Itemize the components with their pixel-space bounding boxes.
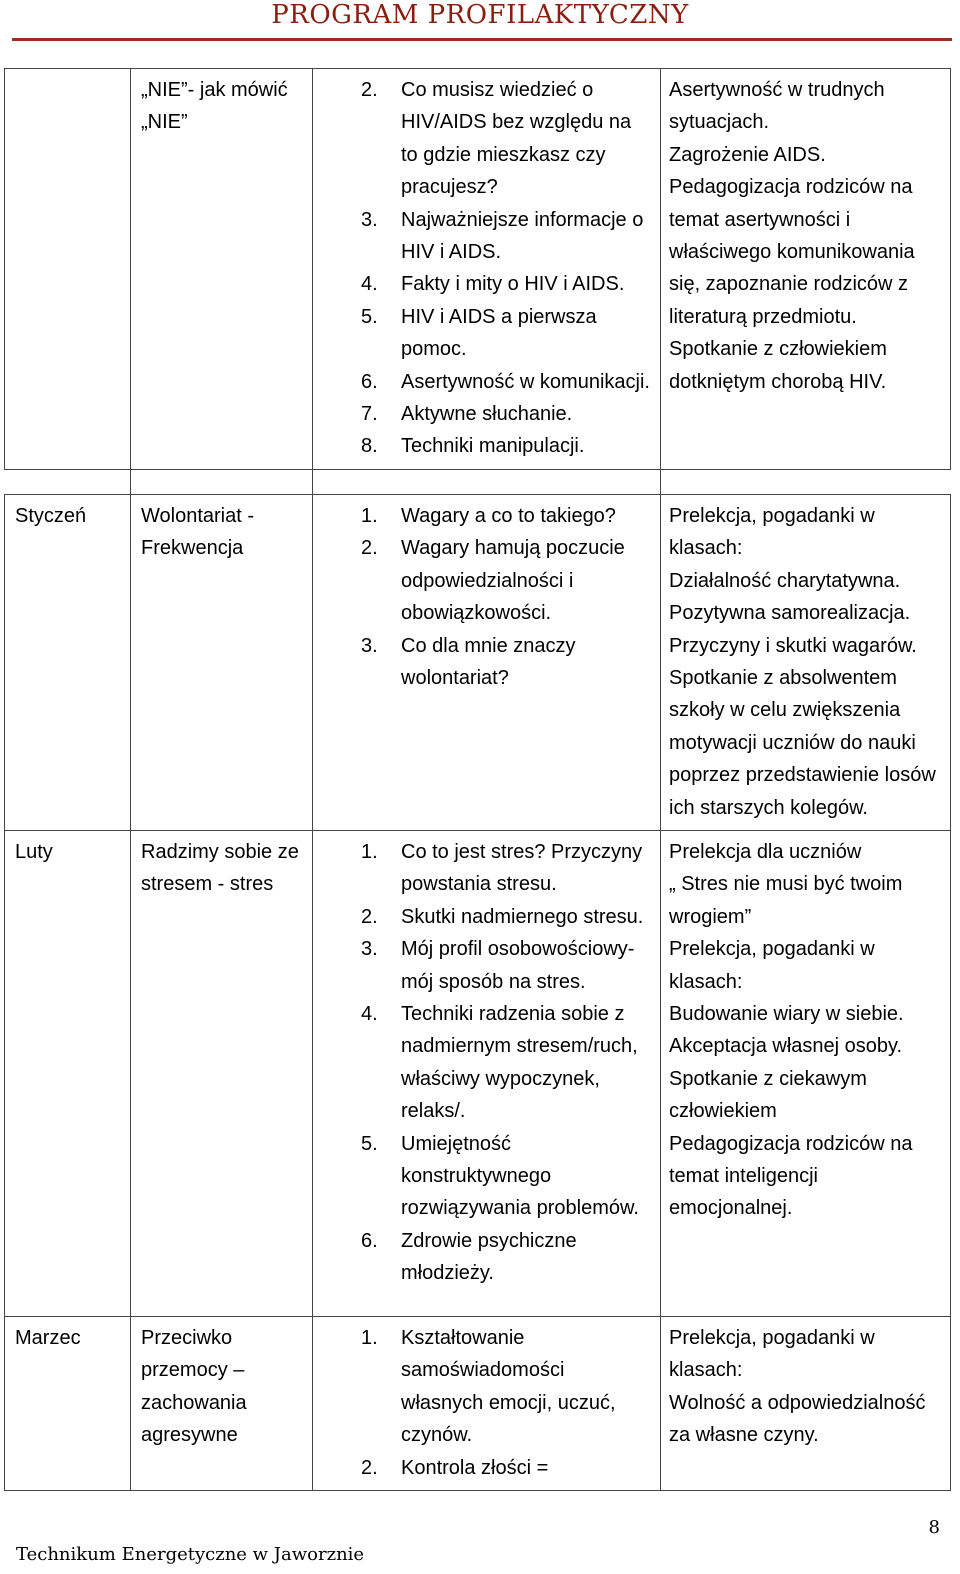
- item-text: Kontrola złości =: [401, 1456, 549, 1479]
- gap-cell: [131, 469, 313, 494]
- form-line: Spotkanie z absolwentem szkoły w celu zwiększenia motywacji uczniów do nauki poprzez przedstawienie losów ich starszych kolegów.: [669, 666, 936, 819]
- month-cell: [5, 69, 131, 470]
- item-number: 8.: [361, 435, 378, 458]
- item-text: Najważniejsze informacje o HIV i AIDS.: [401, 208, 644, 264]
- topic-label: „NIE”- jak mówić „NIE”: [141, 79, 288, 134]
- topic-cell: [131, 494, 313, 830]
- item-number: 3.: [361, 938, 378, 961]
- form-line: Prelekcja dla uczniów: [669, 840, 862, 863]
- item-text: Kształtowanie samoświadomości własnych emocji, uczuć, czynów.: [401, 1326, 616, 1447]
- form-line: Akceptacja własnej osoby.: [669, 1035, 903, 1058]
- item-number: 1.: [361, 504, 378, 527]
- list-item: [319, 430, 652, 462]
- list-item: [319, 268, 652, 300]
- item-number: 2.: [361, 1456, 378, 1479]
- form-line: Pozytywna samorealizacja.: [669, 602, 911, 625]
- content-list: [319, 1322, 652, 1484]
- month-cell: [5, 1316, 131, 1490]
- gap-cell: [313, 469, 661, 494]
- form-line: Wolność a odpowiedzialność za własne czyny.: [669, 1391, 926, 1447]
- topic-cell: [131, 69, 313, 470]
- list-item: [319, 74, 652, 204]
- form-line: Prelekcja, pogadanki w klasach:: [669, 1326, 875, 1382]
- list-item: [319, 1225, 652, 1290]
- gap-cell: [5, 469, 131, 494]
- gap-cell: [661, 469, 951, 494]
- form-line: Pedagogizacja rodziców na temat inteligencji emocjonalnej.: [669, 1132, 913, 1220]
- item-number: 6.: [361, 1229, 378, 1252]
- month-cell: [5, 494, 131, 830]
- table-row: [5, 494, 951, 830]
- item-text: Zdrowie psychiczne młodzieży.: [401, 1229, 577, 1285]
- list-item: [319, 1452, 652, 1484]
- item-text: Wagary a co to takiego?: [401, 504, 616, 527]
- form-line: Spotkanie z ciekawym człowiekiem: [669, 1067, 867, 1123]
- item-text: Wagary hamują poczucie odpowiedzialności i obowiązkowości.: [401, 537, 625, 625]
- form-line: Przyczyny i skutki wagarów.: [669, 634, 917, 657]
- item-text: Co to jest stres? Przyczyny powstania stresu.: [401, 840, 643, 896]
- page-header-title: PROGRAM PROFILAKTYCZNY: [271, 0, 689, 30]
- list-item: [319, 532, 652, 629]
- list-item: [319, 204, 652, 269]
- item-number: 6.: [361, 370, 378, 393]
- item-text: Umiejętność konstruktywnego rozwiązywania problemów.: [401, 1132, 639, 1220]
- month-label: Styczeń: [15, 504, 87, 527]
- forms-cell: [661, 830, 951, 1316]
- topic-cell: [131, 1316, 313, 1490]
- table-gap: [5, 469, 951, 494]
- item-number: 7.: [361, 403, 378, 426]
- forms-cell: [661, 494, 951, 830]
- program-table: [4, 68, 951, 1491]
- topic-cell: [131, 830, 313, 1316]
- item-number: 2.: [361, 79, 378, 101]
- item-text: Aktywne słuchanie.: [401, 403, 573, 426]
- month-cell: [5, 830, 131, 1316]
- form-line: Zagrożenie AIDS.: [669, 143, 826, 166]
- table-row: [5, 1316, 951, 1490]
- forms-cell: [661, 1316, 951, 1490]
- content-list: [319, 74, 652, 463]
- list-item: [319, 933, 652, 998]
- content-list: [319, 836, 652, 1290]
- form-line: Asertywność w trudnych sytuacjach.: [669, 79, 885, 134]
- item-text: Skutki nadmiernego stresu.: [401, 905, 644, 928]
- list-item: [319, 1128, 652, 1225]
- forms-cell: [661, 69, 951, 470]
- form-line: Pedagogizacja rodziców na temat asertywności i właściwego komunikowania się, zapoznanie rodziców z literaturą przedmiotu.: [669, 176, 915, 328]
- list-item: [319, 998, 652, 1128]
- item-number: 4.: [361, 1002, 378, 1025]
- footer-school-name: Technikum Energetyczne w Jaworznie: [16, 1544, 365, 1565]
- month-label: Marzec: [15, 1326, 81, 1349]
- topic-label: Radzimy sobie ze stresem - stres: [141, 840, 299, 896]
- page-number: 8: [928, 1517, 940, 1538]
- items-cell: [313, 1316, 661, 1490]
- item-number: 1.: [361, 1326, 378, 1349]
- content-list: [319, 500, 652, 694]
- topic-label: Wolontariat - Frekwencja: [141, 504, 255, 560]
- table-row: [5, 830, 951, 1316]
- items-cell: [313, 830, 661, 1316]
- form-line: Spotkanie z człowiekiem dotkniętym chorobą HIV.: [669, 338, 887, 393]
- form-line: „ Stres nie musi być twoim wrogiem”: [669, 873, 903, 928]
- item-text: Techniki manipulacji.: [401, 435, 585, 458]
- item-number: 3.: [361, 634, 378, 657]
- form-line: Prelekcja, pogadanki w klasach:: [669, 938, 875, 993]
- item-text: Co musisz wiedzieć o HIV/AIDS bez względu na to gdzie mieszkasz czy pracujesz?: [401, 79, 632, 199]
- list-item: [319, 836, 652, 901]
- list-item: [319, 366, 652, 398]
- form-line: Prelekcja, pogadanki w klasach:: [669, 504, 875, 560]
- header-rule: [12, 38, 952, 41]
- form-line: Działalność charytatywna.: [669, 569, 901, 592]
- item-text: Fakty i mity o HIV i AIDS.: [401, 273, 625, 296]
- topic-label: Przeciwko przemocy – zachowania agresywne: [141, 1326, 247, 1447]
- item-number: 5.: [361, 305, 378, 328]
- item-number: 5.: [361, 1132, 378, 1155]
- month-label: Luty: [15, 840, 53, 863]
- item-number: 4.: [361, 273, 378, 296]
- item-text: Asertywność w komunikacji.: [401, 370, 650, 393]
- table-row: [5, 69, 951, 470]
- list-item: [319, 630, 652, 695]
- items-cell: [313, 69, 661, 470]
- item-text: Techniki radzenia sobie z nadmiernym stresem/ruch, właściwy wypoczynek, relaks/.: [401, 1002, 638, 1123]
- item-number: 1.: [361, 840, 378, 863]
- items-cell: [313, 494, 661, 830]
- item-text: Mój profil osobowościowy- mój sposób na stres.: [401, 938, 635, 993]
- list-item: [319, 901, 652, 933]
- item-number: 2.: [361, 537, 378, 560]
- item-number: 2.: [361, 905, 378, 928]
- form-line: Budowanie wiary w siebie.: [669, 1002, 904, 1025]
- list-item: [319, 500, 652, 532]
- list-item: [319, 301, 652, 366]
- item-text: HIV i AIDS a pierwsza pomoc.: [401, 305, 597, 361]
- list-item: [319, 1322, 652, 1452]
- item-number: 3.: [361, 208, 378, 231]
- list-item: [319, 398, 652, 430]
- item-text: Co dla mnie znaczy wolontariat?: [401, 634, 576, 689]
